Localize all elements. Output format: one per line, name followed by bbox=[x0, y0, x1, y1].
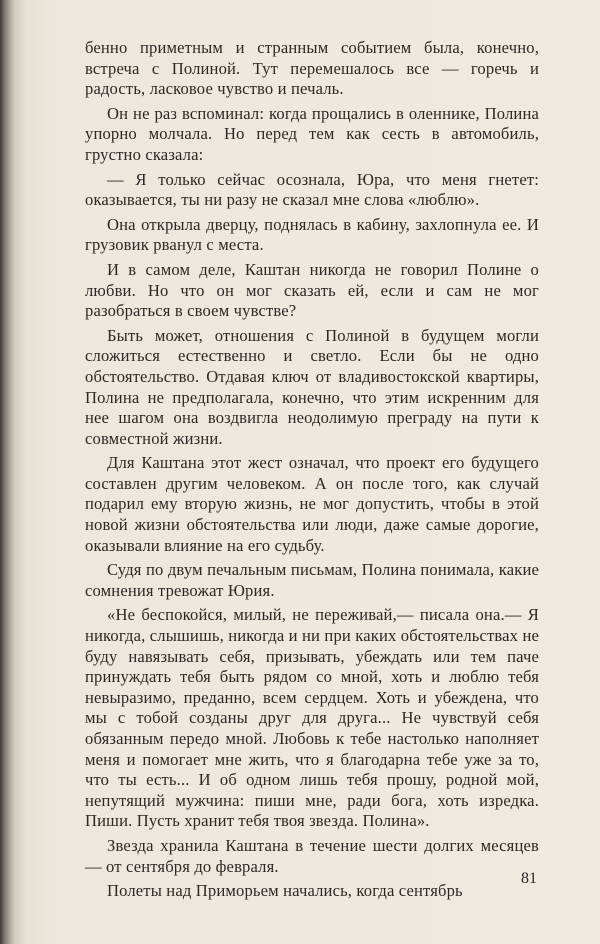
paragraph: Для Каштана этот жест означал, что проект его будущего составлен другим человеком. А он после того, как случай подарил ему вторую жизнь, не мог допустить, чтобы в этой новой жизни обстоятельства или люди, даже самые дорогие, оказывали влияние на его судьбу. bbox=[85, 453, 539, 555]
paragraph: — Я только сейчас осознала, Юра, что меня гнетет: оказывается, ты ни разу не сказал мне слова «люблю». bbox=[85, 169, 539, 210]
paragraph: Полеты над Приморьем начались, когда сентябрь bbox=[107, 881, 463, 901]
body-text bbox=[85, 38, 539, 906]
paragraph: Она открыла дверцу, поднялась в кабину, захлопнула ее. И грузовик рванул с места. bbox=[85, 214, 539, 255]
paragraph: Судя по двум печальным письмам, Полина понимала, какие сомнения тревожат Юрия. bbox=[85, 560, 539, 600]
paragraph: Звезда хранила Каштана в течение шести долгих месяцев — от сентября до февраля. bbox=[85, 835, 539, 876]
paragraph: Он не раз вспоминал: когда прощались в оленнике, Полина упорно молчала. Но перед тем как сесть в автомобиль, грустно сказала: bbox=[85, 103, 539, 164]
paragraph: И в самом деле, Каштан никогда не говорил Полине о любви. Но что он мог сказать ей, если и сам не мог разобраться в своем чувстве? bbox=[85, 259, 539, 321]
paragraph: «Не беспокойся, милый, не переживай,— писала она.— Я никогда, слышишь, никогда и ни при каких обстоятельствах не буду навязывать себя, призывать, убеждать или тем паче принуждать тебя быть рядом со мной, хоть и люблю тебя невыразимо, преданно, всем сердцем. Хоть и убеждена, что мы с тобой созданы друг для друга... Не чувствуй себя обязанным передо мной. Любовь к тебе настолько наполняет меня и помогает мне жить, что я благодарна тебе уже за то, что ты есть... И об одном лишь тебя прошу, родной мой, непутящий мужчина: пиши мне, ради бога, хоть изредка. Пиши. Пусть хранит тебя твоя звезда. Полина». bbox=[85, 605, 539, 831]
page-number: 81 bbox=[521, 870, 537, 887]
paragraph: Быть может, отношения с Полиной в будущем могли сложиться естественно и светло. Если бы не одно обстоятельство. Отдавая ключ от владивостокской квартиры, Полина не предполагала, конечно, что этим искренним для нее шагом она воздвигла неодолимую преграду на пути к совместной жизни. bbox=[85, 325, 539, 448]
paragraph: бенно приметным и странным событием была, конечно, встреча с Полиной. Тут перемешалось все — горечь и радость, ласковое чувство и печаль. bbox=[85, 38, 539, 99]
